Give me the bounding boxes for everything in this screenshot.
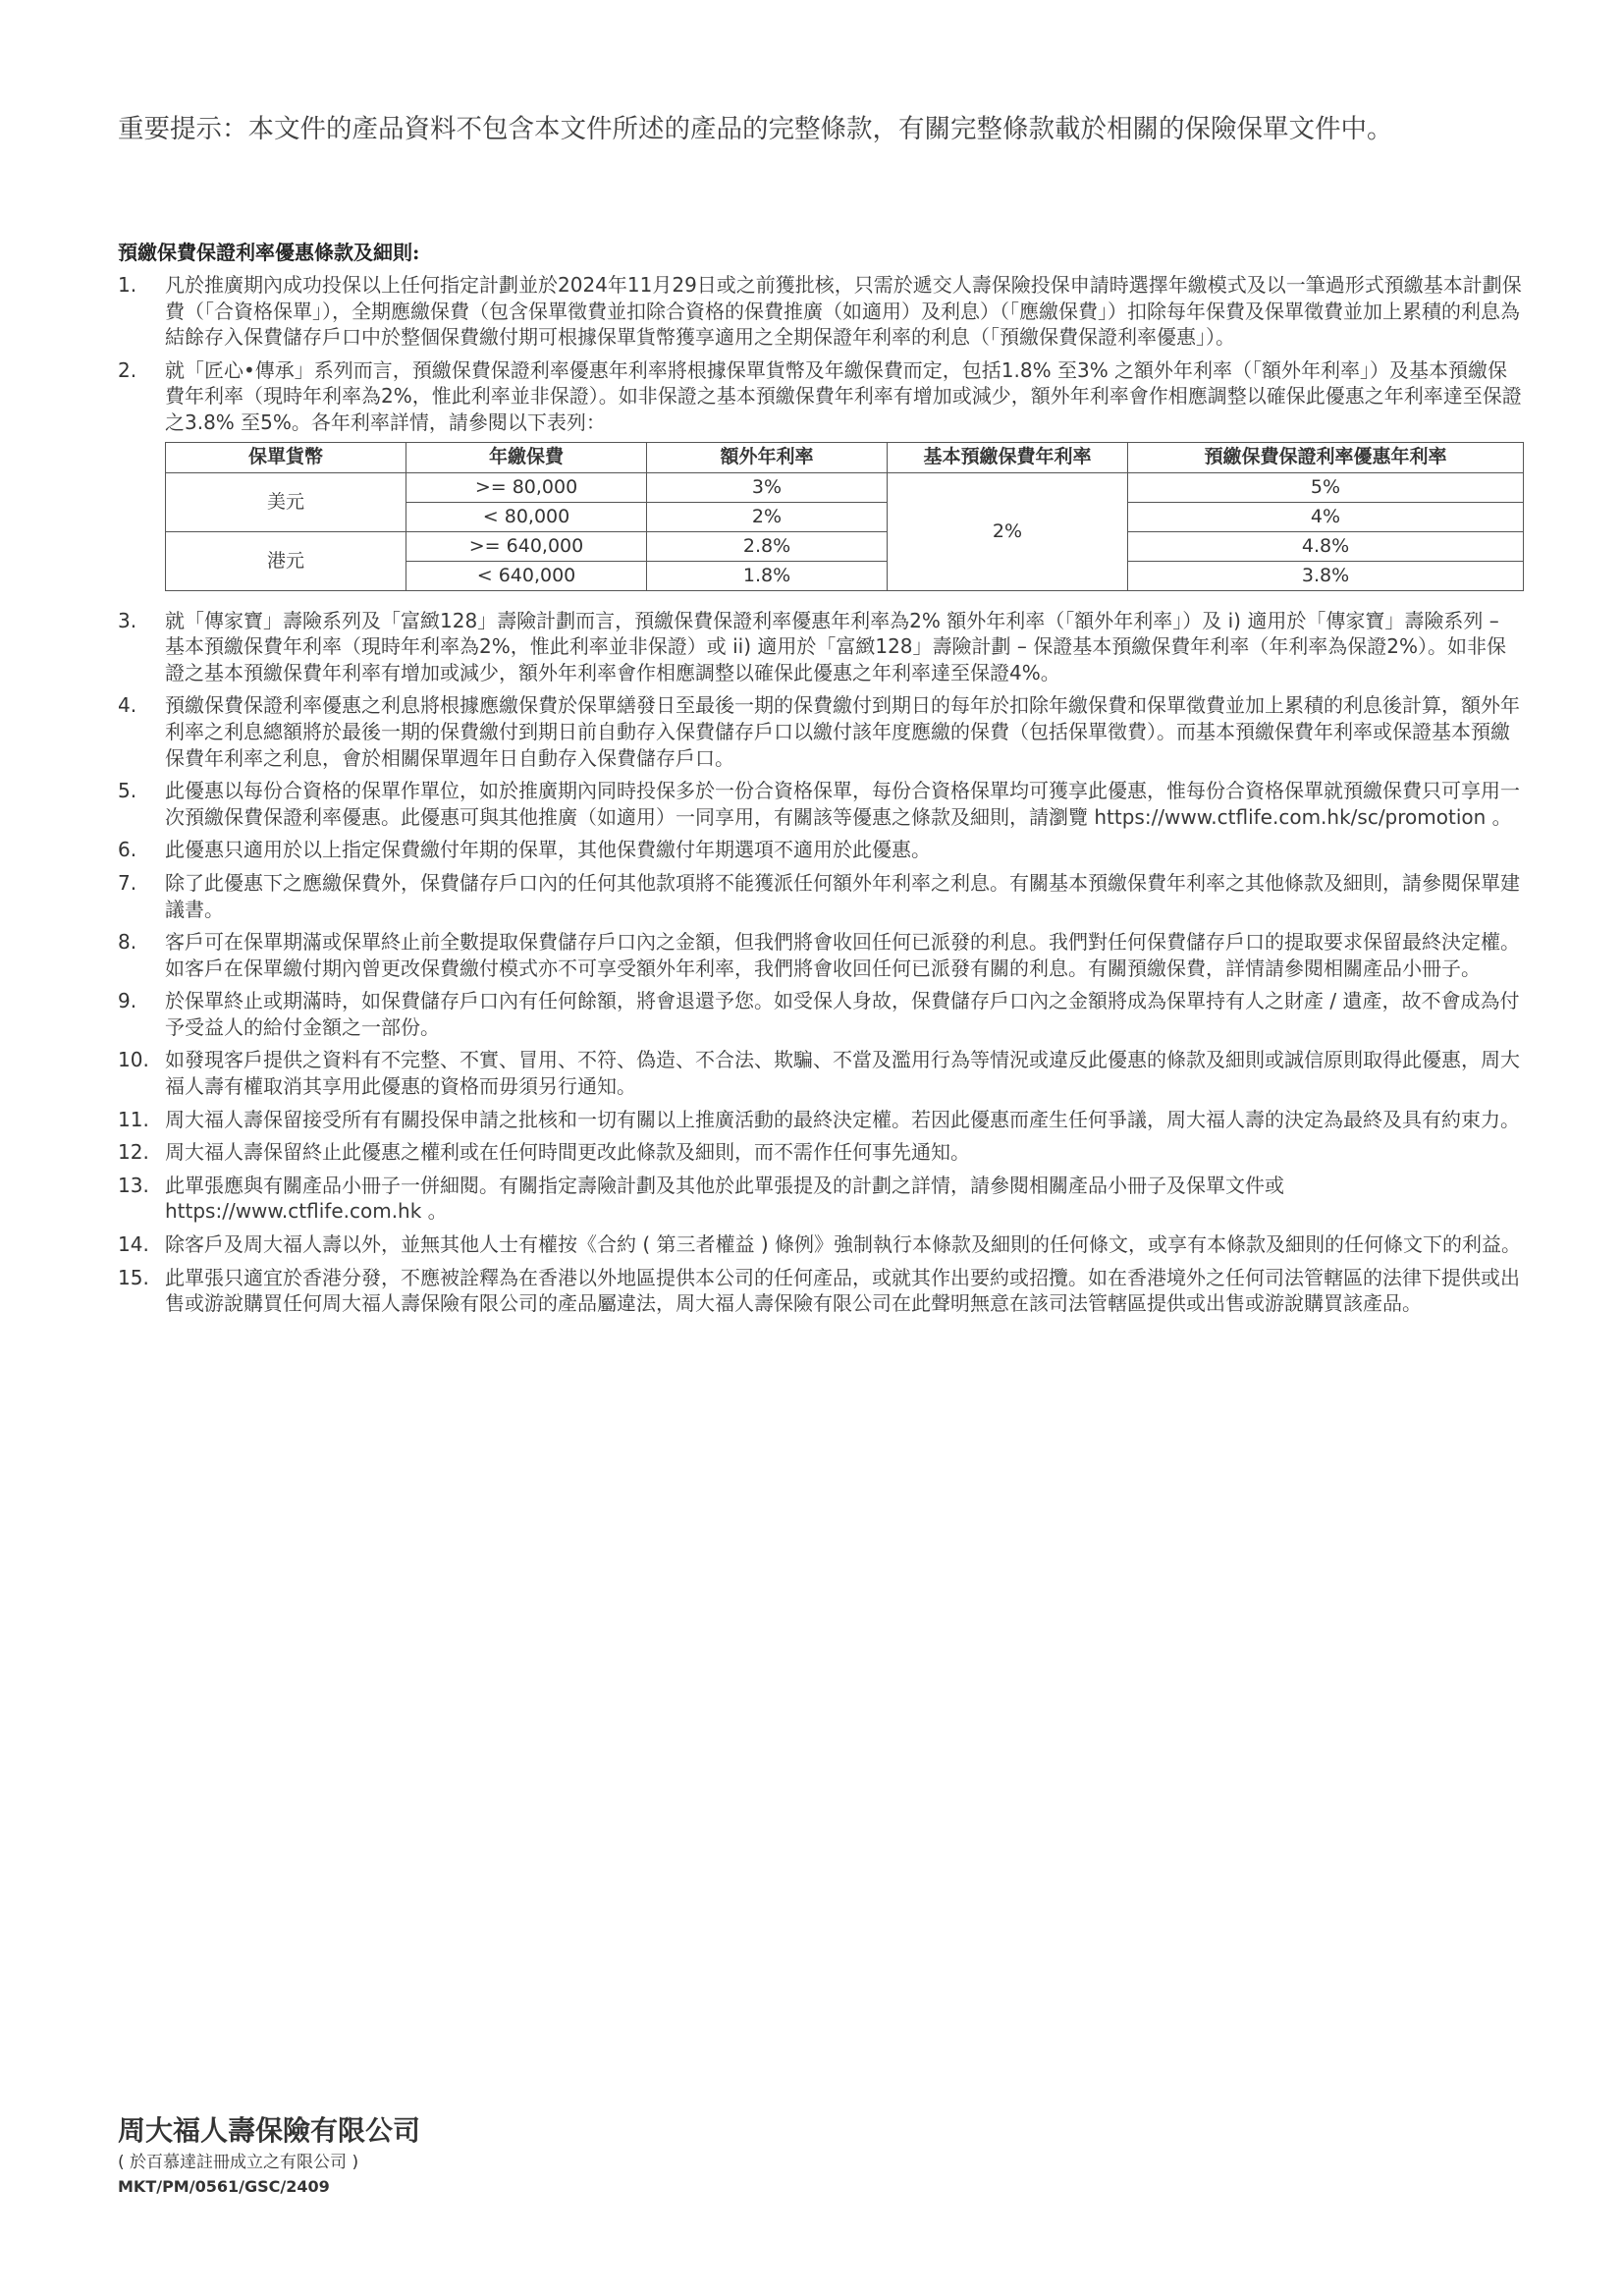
term-text: 客戶可在保單期滿或保單終止前全數提取保費儲存戶口內之金額，但我們將會收回任何已派發的利息。我們對任何保費儲存戶口的提取要求保留最終決定權。如客戶在保單繳付期內曾更改保費繳付模式亦不可享受額外年利率，我們將會收回任何已派發有關的利息。有關預繳保費，詳情請參閱相關產品小冊子。 <box>165 930 1520 980</box>
term-item <box>118 1107 1524 1133</box>
term-item <box>118 272 1524 351</box>
currency-cell: 港元 <box>166 531 406 590</box>
term-text: 此單張只適宜於香港分發，不應被詮釋為在香港以外地區提供本公司的任何產品，或就其作出要約或招攬。如在香港境外之任何司法管轄區的法律下提供或出售或游說購買任何周大福人壽保險有限公司的產品屬違法，周大福人壽保險有限公司在此聲明無意在該司法管轄區提供或出售或游說購買該產品。 <box>165 1265 1520 1316</box>
term-number: 7. <box>118 870 137 895</box>
extra-rate-cell: 2% <box>647 502 888 531</box>
term-number: 8. <box>118 930 137 955</box>
header-currency: 保單貨幣 <box>166 442 406 472</box>
term-number: 13. <box>118 1173 149 1197</box>
table-row <box>166 472 1524 502</box>
term-number: 3. <box>118 608 137 632</box>
section-title: 預繳保費保證利率優惠條款及細則: <box>118 241 420 264</box>
premium-cell: < 80,000 <box>406 502 647 531</box>
term-number: 15. <box>118 1265 149 1289</box>
term-item <box>118 1265 1524 1317</box>
company-name: 周大福人壽保險有限公司 <box>118 2114 421 2147</box>
term-item <box>118 357 1524 601</box>
term-number: 12. <box>118 1140 149 1165</box>
important-notice: 重要提示：本文件的產品資料不包含本文件所述的產品的完整條款，有關完整條款載於相關的保險保單文件中。 <box>118 114 1393 144</box>
term-number: 11. <box>118 1107 149 1131</box>
term-item <box>118 870 1524 922</box>
term-item <box>118 1231 1524 1258</box>
term-text: 除客戶及周大福人壽以外，並無其他人士有權按《合約 ( 第三者權益 ) 條例》強制執行本條款及細則的任何條文，或享有本條款及細則的任何條文下的利益。 <box>165 1232 1522 1257</box>
term-number: 9. <box>118 989 137 1013</box>
term-number: 5. <box>118 779 137 803</box>
total-rate-cell: 5% <box>1128 472 1524 502</box>
header-annual-premium: 年繳保費 <box>406 442 647 472</box>
term-text: 預繳保費保證利率優惠之利息將根據應繳保費於保單繕發日至最後一期的保費繳付到期日的每年於扣除年繳保費和保單徵費並加上累積的利息後計算，額外年利率之利息總額將於最後一期的保費繳付到期日前自動存入保費儲存戶口以繳付該年度應繳的保費（包括保單徵費）。而基本預繳保費年利率或保證基本預繳保費年利率之利息，會於相關保單週年日自動存入保費儲存戶口。 <box>165 693 1520 770</box>
total-rate-cell: 3.8% <box>1128 561 1524 590</box>
header-base-rate: 基本預繳保費年利率 <box>888 442 1128 472</box>
term-text: 於保單終止或期滿時，如保費儲存戶口內有任何餘額，將會退還予您。如受保人身故，保費儲存戶口內之金額將成為保單持有人之財產 / 遺產，故不會成為付予受益人的給付金額之一部份。 <box>165 989 1520 1039</box>
currency-cell: 美元 <box>166 472 406 531</box>
total-rate-cell: 4.8% <box>1128 531 1524 561</box>
term-item <box>118 692 1524 771</box>
term-text: 周大福人壽保留終止此優惠之權利或在任何時間更改此條款及細則，而不需作任何事先通知。 <box>165 1140 970 1165</box>
document-code: MKT/PM/0561/GSC/2409 <box>118 2177 330 2196</box>
term-text: 周大福人壽保留接受所有有關投保申請之批核和一切有關以上推廣活動的最終決定權。若因此優惠而產生任何爭議，周大福人壽的決定為最終及具有約束力。 <box>165 1107 1520 1131</box>
term-text: 就「傳家寶」壽險系列及「富緻128」壽險計劃而言，預繳保費保證利率優惠年利率為2% 額外年利率（「額外年利率」）及 i) 適用於「傳家寶」壽險系列 – 基本預繳保費年利率（現時年利率為2%，惟此利率並非保證）或 ii) 適用於「富緻128」壽險計劃 – 保證基本預繳保費年利率（年利率為保證2%）。如非保證之基本預繳保費年利率有增加或減少，額外年利率會作相應調整以確保此優惠之年利率達至保證4%。 <box>165 608 1506 684</box>
registration-note: ( 於百慕達註冊成立之有限公司 ) <box>118 2153 359 2172</box>
term-text: 除了此優惠下之應繳保費外，保費儲存戶口內的任何其他款項將不能獲派任何額外年利率之利息。有關基本預繳保費年利率之其他條款及細則，請參閱保單建議書。 <box>165 870 1520 921</box>
header-extra-rate: 額外年利率 <box>647 442 888 472</box>
term-item <box>118 1047 1524 1099</box>
extra-rate-cell: 1.8% <box>647 561 888 590</box>
premium-cell: >= 640,000 <box>406 531 647 561</box>
term-number: 6. <box>118 838 137 862</box>
term-item <box>118 1139 1524 1166</box>
rate-table <box>165 442 1524 591</box>
term-text: 此單張應與有關產品小冊子一併細閱。有關指定壽險計劃及其他於此單張提及的計劃之詳情，請參閱相關產品小冊子及保單文件或 https://www.ctflife.com.hk 。 <box>165 1173 1284 1224</box>
table-row <box>166 531 1524 561</box>
premium-cell: >= 80,000 <box>406 472 647 502</box>
premium-cell: < 640,000 <box>406 561 647 590</box>
term-item <box>118 988 1524 1040</box>
base-rate-cell: 2% <box>888 472 1128 590</box>
header-total-rate: 預繳保費保證利率優惠年利率 <box>1128 442 1524 472</box>
term-item <box>118 778 1524 830</box>
term-number: 14. <box>118 1232 149 1257</box>
term-text: 如發現客戶提供之資料有不完整、不實、冒用、不符、偽造、不合法、欺騙、不當及濫用行為等情況或違反此優惠的條款及細則或誠信原則取得此優惠，周大福人壽有權取消其享用此優惠的資格而毋須另行通知。 <box>165 1048 1520 1099</box>
extra-rate-cell: 2.8% <box>647 531 888 561</box>
term-text: 就「匠心•傳承」系列而言，預繳保費保證利率優惠年利率將根據保單貨幣及年繳保費而定，包括1.8% 至3% 之額外年利率（「額外年利率」）及基本預繳保費年利率（現時年利率為2%，惟此利率並非保證）。如非保證之基本預繳保費年利率有增加或減少，額外年利率會作相應調整以確保此優惠之年利率達至保證之3.8% 至5%。各年利率詳情，請參閱以下表列： <box>165 357 1522 434</box>
term-number: 10. <box>118 1048 149 1072</box>
term-text: 此優惠只適用於以上指定保費繳付年期的保單，其他保費繳付年期選項不適用於此優惠。 <box>165 838 931 862</box>
term-item <box>118 929 1524 981</box>
extra-rate-cell: 3% <box>647 472 888 502</box>
term-text: 此優惠以每份合資格的保單作單位，如於推廣期內同時投保多於一份合資格保單，每份合資格保單均可獲享此優惠，惟每份合資格保單就預繳保費只可享用一次預繳保費保證利率優惠。此優惠可與其他推廣（如適用）一同享用，有關該等優惠之條款及細則，請瀏覽 https://www.ctflife.com.hk/sc/promotion 。 <box>165 779 1520 829</box>
term-item <box>118 608 1524 686</box>
term-item <box>118 837 1524 863</box>
footer <box>118 2112 420 2199</box>
rate-table-header-row <box>166 442 1524 472</box>
term-number: 4. <box>118 693 137 718</box>
total-rate-cell: 4% <box>1128 502 1524 531</box>
term-item <box>118 1173 1524 1225</box>
term-text: 凡於推廣期內成功投保以上任何指定計劃並於2024年11月29日或之前獲批核，只需於遞交人壽保險投保申請時選擇年繳模式及以一筆過形式預繳基本計劃保費（「合資格保單」），全期應繳保費（包含保單徵費並扣除合資格的保費推廣（如適用）及利息）（「應繳保費」）扣除每年保費及保單徵費並加上累積的利息為結餘存入保費儲存戶口中於整個保費繳付期可根據保單貨幣獲享適用之全期保證年利率的利息（「預繳保費保證利率優惠」）。 <box>165 273 1522 350</box>
term-number: 1. <box>118 273 137 297</box>
term-body <box>165 357 1524 601</box>
terms-list <box>118 272 1524 1324</box>
term-number: 2. <box>118 357 137 382</box>
